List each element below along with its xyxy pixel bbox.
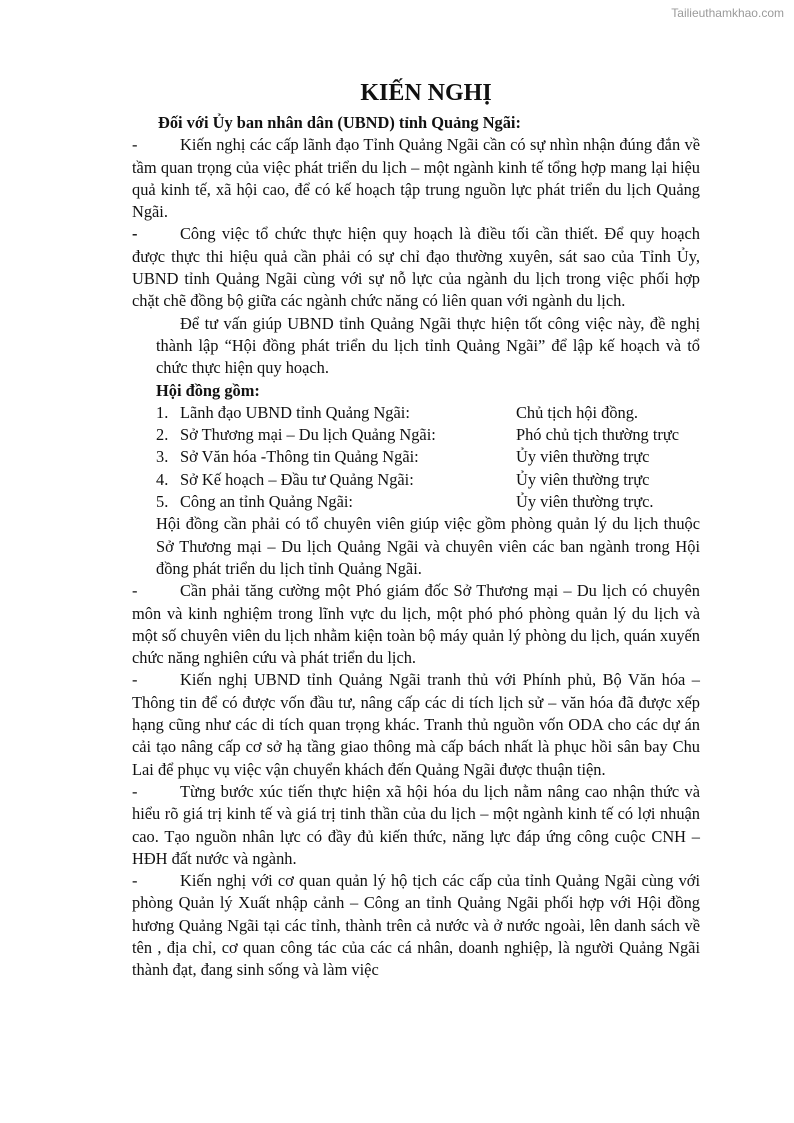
bullet-dash: - [132,224,138,244]
member-role: Ủy viên thường trực [516,447,650,467]
paragraph-text: Kiến nghị các cấp lãnh đạo Tỉnh Quảng Ngãi cần có sự nhìn nhận đúng đắn về tầm quan trọng của việc phát triển du lịch – một ngành kinh tế tổng hợp mang lại hiệu quả kinh tế, xã hội cao, để có kế hoạch tập trung nguồn lực phát triển du lịch Quảng Ngãi. [132,135,700,222]
bullet-dash: - [132,781,138,801]
member-role: Phó chủ tịch thường trực [516,425,680,445]
document-page [132,78,700,982]
paragraph-text: Từng bước xúc tiến thực hiện xã hội hóa du lịch nằm nâng cao nhận thức và hiểu rõ giá trị kinh tế và giá trị tinh thần của du lịch – một ngành kinh tế có lợi nhuận cao. Tạo nguồn nhân lực có đầy đủ kiến thức, năng lực đáp ứng công cuộc CNH – HĐH đất nước và ngành. [132,781,700,868]
member-name: Sở Kế hoạch – Đầu tư Quảng Ngãi: [180,469,414,489]
paragraph-text: Kiến nghị với cơ quan quản lý hộ tịch các cấp của tỉnh Quảng Ngãi cùng với phòng Quản lý Xuất nhập cảnh – Công an tỉnh Quảng Ngãi phối hợp với Hội đồng hương Quảng Ngãi tại các tỉnh, thành trên cả nước và ở nước ngoài, lên danh sách về tên , địa chỉ, cơ quan công tác của các cá nhân, doanh nghiệp, là người Quảng Ngãi thành đạt, đang sinh sống và làm việc [132,871,700,980]
member-role: Ủy viên thường trực [516,469,650,489]
member-name: Sở Văn hóa -Thông tin Quảng Ngãi: [180,447,419,467]
watermark: Tailieuthamkhao.com [671,6,784,20]
page-title: KIẾN NGHỊ [360,80,492,106]
paragraph-2 [132,223,700,312]
member-name: Lãnh đạo UBND tỉnh Quảng Ngãi: [180,402,410,422]
paragraph-text: Cần phải tăng cường một Phó giám đốc Sở Thương mại – Du lịch có chuyên môn và kinh nghiệm trong lĩnh vực du lịch, một phó phó phòng quản lý du lịch và một số chuyên viên du lịch nhằm kiện toàn bộ máy quản lý phòng du lịch, quán xuyến chức năng nghiên cứu và phát triển du lịch. [132,581,700,668]
council-member-row [156,402,700,424]
member-number: 2. [156,425,169,445]
council-member-row [156,491,700,513]
bullet-dash: - [132,581,138,601]
paragraph-text: Công việc tổ chức thực hiện quy hoạch là điều tối cần thiết. Để quy hoạch được thực thi hiệu quả cần phải có sự chỉ đạo thường xuyên, sát sao của Tỉnh Ủy, UBND tỉnh Quảng Ngãi cùng với sự nỗ lực của ngành du lịch trong việc phối hợp chặt chẽ đồng bộ giữa các ngành chức năng có liên quan với ngành du lịch. [132,224,700,311]
paragraph-7 [132,781,700,870]
section-subheading: Đối với Ủy ban nhân dân (UBND) tỉnh Quảng Ngãi: [158,113,521,132]
member-name: Công an tỉnh Quảng Ngãi: [180,492,353,512]
member-number: 3. [156,447,169,467]
council-member-list [156,402,700,513]
council-heading: Hội đồng gồm: [156,380,260,400]
member-number: 5. [156,492,169,512]
council-block [132,313,700,581]
council-member-row [156,424,700,446]
paragraph-text: Kiến nghị UBND tỉnh Quảng Ngãi tranh thủ với Phính phủ, Bộ Văn hóa – Thông tin để có được vốn đầu tư, nâng cấp các di tích lịch sử – văn hóa đã được xếp hạng cũng như các di tích quan trọng khác. Tranh thủ nguồn vốn ODA cho các dự án cải tạo nâng cấp cơ sở hạ tầng giao thông mà cấp bách nhất là phục hồi sân bay Chu Lai để phục vụ việc vận chuyển khách đến Quảng Ngãi được thuận tiện. [132,670,700,779]
paragraph-3: Để tư vấn giúp UBND tỉnh Quảng Ngãi thực hiện tốt công việc này, đề nghị thành lập “Hội đồng phát triển du lịch tỉnh Quảng Ngãi” để lập kế hoạch và tổ chức thực hiện quy hoạch. [156,313,700,378]
paragraph-4: Hội đồng cần phải có tổ chuyên viên giúp việc gồm phòng quản lý du lịch thuộc Sở Thương mại – Du lịch Quảng Ngãi và chuyên viên các ban ngành trong Hội đồng phát triển du lịch tỉnh Quảng Ngãi. [156,514,700,578]
paragraph-8 [132,870,700,981]
paragraph-5 [132,580,700,669]
member-number: 1. [156,402,169,422]
council-member-row [156,469,700,491]
bullet-dash: - [132,135,138,155]
member-role: Ủy viên thường trực. [516,492,654,512]
member-number: 4. [156,469,169,489]
member-name: Sở Thương mại – Du lịch Quảng Ngãi: [180,425,436,445]
bullet-dash: - [132,670,138,690]
council-member-row [156,446,700,468]
paragraph-1 [132,134,700,223]
paragraph-6 [132,669,700,780]
bullet-dash: - [132,871,138,891]
member-role: Chủ tịch hội đồng. [516,402,639,422]
